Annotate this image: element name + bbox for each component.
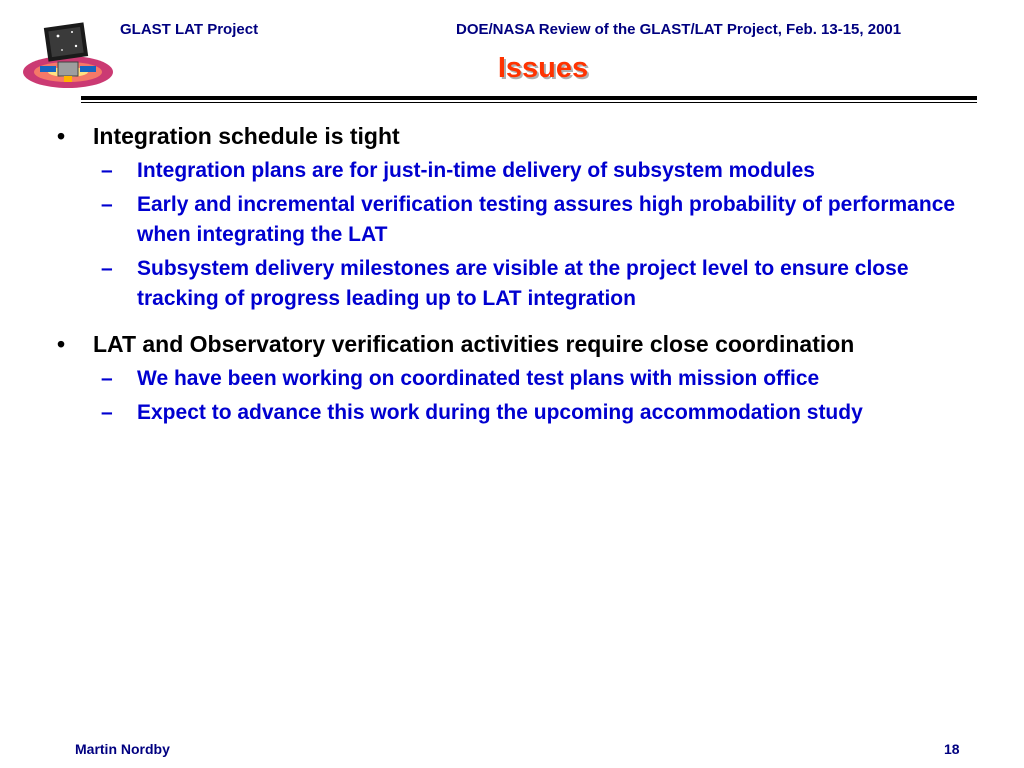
slide-title: Issues — [497, 52, 589, 84]
title-divider-thin — [81, 102, 977, 103]
sub-bullet-item — [0, 364, 977, 394]
sub-bullet-text: Expect to advance this work during the upcoming accommodation study — [137, 401, 863, 424]
footer-page-number: 18 — [944, 741, 960, 757]
sub-bullet-text: Early and incremental verification testing assures high probability of performance when integrating the LAT — [137, 193, 956, 246]
dash-marker: – — [101, 159, 113, 182]
bullet-item — [0, 120, 893, 153]
dash-marker: – — [101, 367, 113, 390]
dash-marker: – — [101, 257, 113, 280]
sub-bullet-text: Integration plans are for just-in-time delivery of subsystem modules — [137, 159, 815, 182]
header-project-name: GLAST LAT Project — [120, 21, 259, 38]
header-review-title: DOE/NASA Review of the GLAST/LAT Project, Feb. 13-15, 2001 — [456, 21, 902, 38]
dash-marker: – — [101, 401, 113, 424]
sub-bullet-item — [0, 254, 977, 314]
sub-bullet-text: Subsystem delivery milestones are visible at the project level to ensure close tracking of progress leading up to LAT integration — [137, 257, 909, 310]
bullet-text: Integration schedule is tight — [93, 123, 400, 149]
dash-marker: – — [101, 193, 113, 216]
sub-bullet-item — [0, 156, 977, 186]
sub-bullet-text: We have been working on coordinated test plans with mission office — [137, 367, 820, 390]
bullet-marker: • — [57, 331, 66, 357]
sub-bullet-item — [0, 398, 977, 428]
bullet-marker: • — [57, 123, 66, 149]
bullet-text: LAT and Observatory verification activities require close coordination — [93, 331, 855, 357]
slide-body — [0, 120, 1024, 432]
footer-presenter: Martin Nordby — [75, 741, 170, 757]
sub-bullet-item — [0, 190, 977, 250]
title-divider-thick — [81, 96, 977, 100]
bullet-item — [0, 328, 893, 361]
